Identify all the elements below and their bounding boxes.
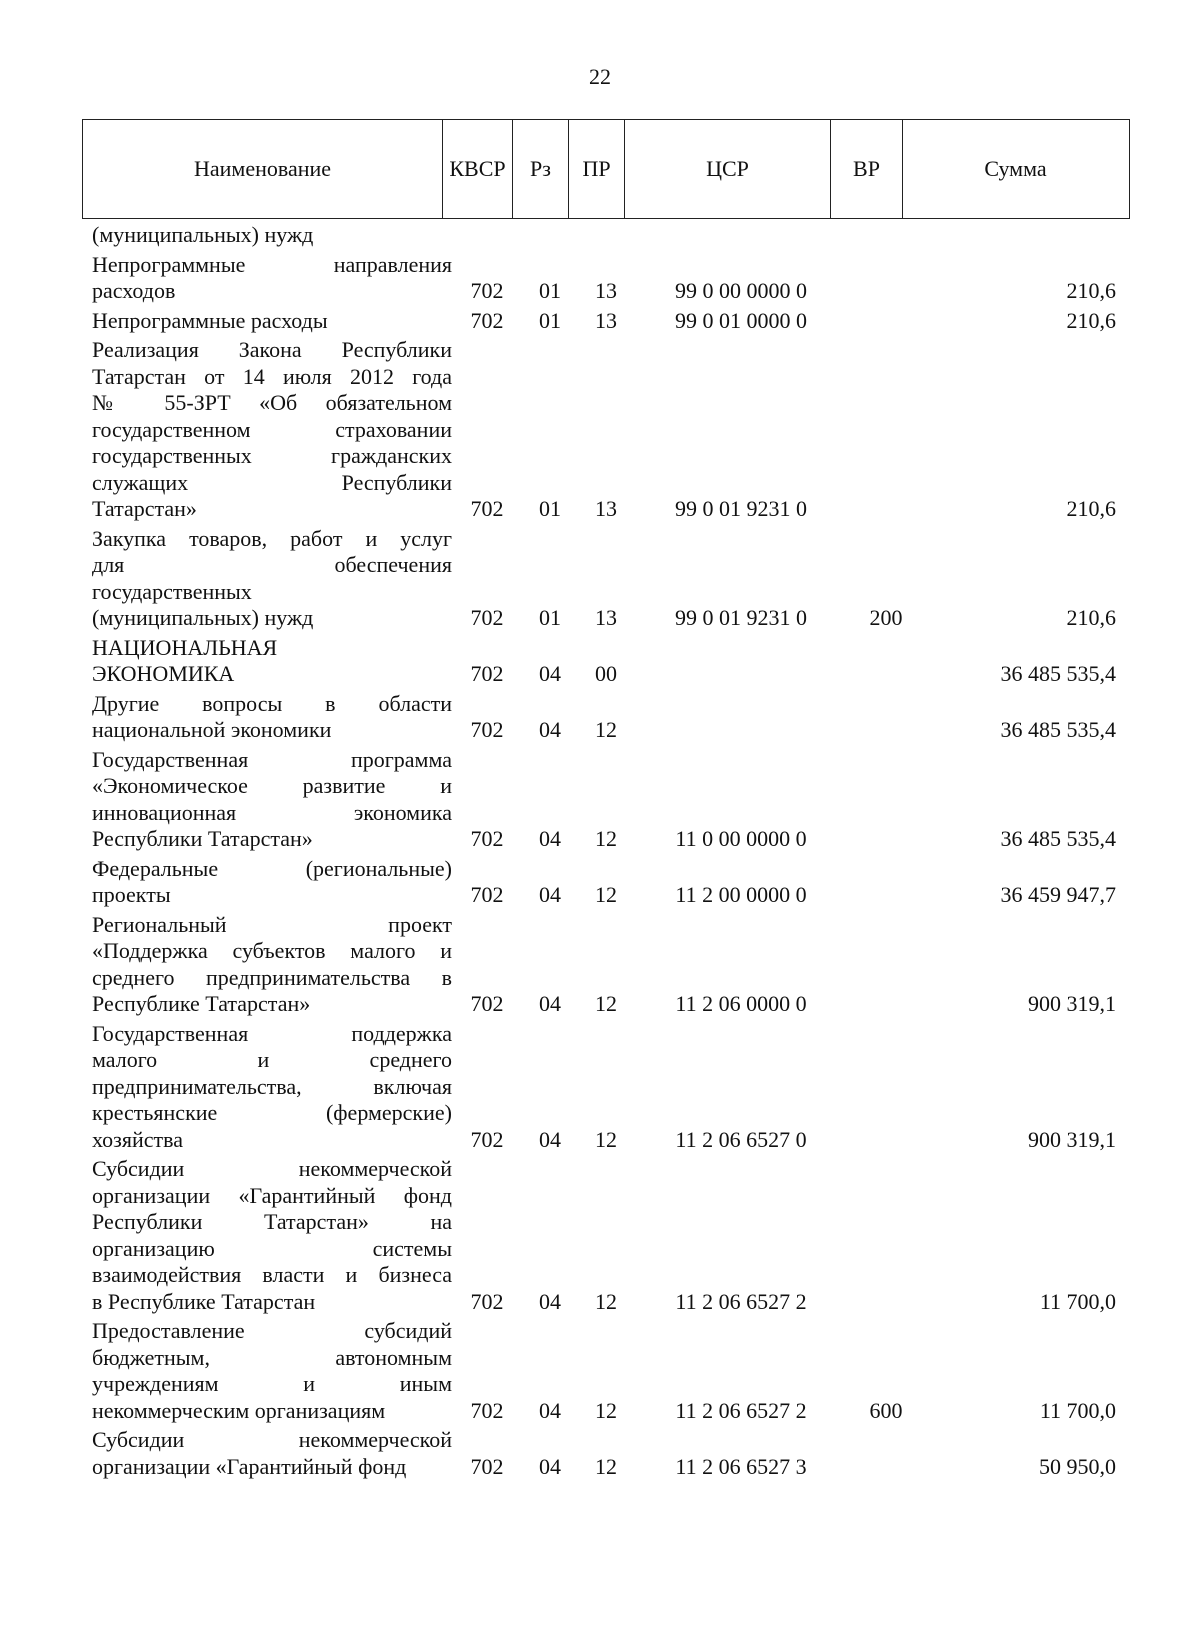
row-name-line: ЭКОНОМИКА <box>92 661 235 686</box>
row-name-line: Республики Татарстан» <box>92 826 313 851</box>
table-row <box>82 1156 1130 1315</box>
row-kvsr: 702 <box>470 991 504 1016</box>
row-pr: 12 <box>595 1126 617 1152</box>
row-kvsr: 702 <box>470 661 504 686</box>
row-pr: 12 <box>595 1288 617 1314</box>
row-name-line: (муниципальных) нужд <box>92 605 314 630</box>
row-name-line: Непрограммные направления <box>92 251 452 277</box>
row-name-line: организацию системы <box>92 1235 452 1261</box>
row-vr: 600 <box>869 1397 903 1423</box>
row-name-line: инновационная экономика <box>92 799 452 825</box>
row-name-line: малого и среднего <box>92 1047 452 1072</box>
row-name-line: среднего предпринимательства в <box>92 964 452 990</box>
row-pr: 13 <box>595 307 617 333</box>
row-pr: 13 <box>595 605 617 630</box>
row-kvsr: 702 <box>470 1126 504 1152</box>
table-row <box>82 337 1130 523</box>
row-name-line: Татарстан от 14 июля 2012 года <box>92 363 452 389</box>
row-name-line: проекты <box>92 882 171 907</box>
table-row <box>82 526 1130 632</box>
row-sum: 11 700,0 <box>1039 1288 1116 1314</box>
row-name-line: Субсидии некоммерческой <box>92 1427 452 1452</box>
row-rz: 04 <box>539 1126 561 1152</box>
row-name <box>82 252 452 305</box>
row-name-line: Закупка товаров, работ и услуг <box>92 525 452 551</box>
row-sum: 11 700,0 <box>1039 1397 1116 1423</box>
row-name-line: государственном страховании <box>92 416 452 442</box>
row-name-line: некоммерческим организациям <box>92 1397 386 1423</box>
row-rz: 01 <box>539 605 561 630</box>
row-rz: 04 <box>539 1453 561 1479</box>
row-name-line: Федеральные (региональные) <box>92 855 452 881</box>
row-rz: 04 <box>539 717 561 742</box>
row-name <box>82 912 452 1018</box>
row-name-line: учреждениям и иным <box>92 1371 452 1396</box>
row-kvsr: 702 <box>470 1288 504 1314</box>
row-sum: 50 950,0 <box>1039 1453 1116 1479</box>
row-rz: 04 <box>539 1288 561 1314</box>
row-kvsr: 702 <box>470 1453 504 1479</box>
column-header-pr: ПР <box>569 120 625 218</box>
column-header-sum: Сумма <box>984 156 1047 181</box>
row-name-line: Другие вопросы в области <box>92 690 452 716</box>
row-name-line: Непрограммные расходы <box>92 307 328 333</box>
row-sum: 36 485 535,4 <box>1000 661 1116 686</box>
row-name <box>82 1318 452 1424</box>
row-csr: 11 2 06 6527 2 <box>675 1288 807 1314</box>
row-name-line: НАЦИОНАЛЬНАЯ <box>92 634 278 660</box>
row-pr: 12 <box>595 1397 617 1423</box>
row-sum: 900 319,1 <box>1028 991 1116 1016</box>
row-name-line: национальной экономики <box>92 717 332 742</box>
row-name-line: Государственная программа <box>92 746 452 772</box>
row-csr: 11 2 06 0000 0 <box>675 991 807 1016</box>
row-name <box>82 635 452 688</box>
row-kvsr: 702 <box>470 307 504 333</box>
row-name-line: Республики Татарстан» на <box>92 1209 452 1234</box>
table-row <box>82 691 1130 744</box>
row-name <box>82 856 452 909</box>
row-csr: 11 2 00 0000 0 <box>675 882 807 907</box>
row-kvsr: 702 <box>470 1397 504 1423</box>
row-name-line: Республике Татарстан» <box>92 991 311 1016</box>
row-kvsr: 702 <box>470 882 504 907</box>
row-name-line: «Поддержка субъектов малого и <box>92 938 452 963</box>
row-name-line: хозяйства <box>92 1126 183 1152</box>
table-row <box>82 635 1130 688</box>
row-name-line: Предоставление субсидий <box>92 1318 452 1343</box>
row-rz: 04 <box>539 991 561 1016</box>
row-name-line: служащих Республики <box>92 469 452 495</box>
row-csr: 99 0 00 0000 0 <box>675 278 807 303</box>
row-pr: 00 <box>595 661 617 686</box>
table-row <box>82 912 1130 1018</box>
row-name-line: № 55-ЗРТ «Об обязательном <box>92 390 452 415</box>
table-row <box>82 222 1130 249</box>
table-row <box>82 1427 1130 1480</box>
row-rz: 01 <box>539 496 561 521</box>
column-header-kvsr: КВСР <box>443 120 513 218</box>
row-sum: 210,6 <box>1066 605 1116 630</box>
row-rz: 04 <box>539 826 561 851</box>
row-name-line: «Экономическое развитие и <box>92 773 452 798</box>
table-header <box>82 119 1130 219</box>
row-csr: 11 0 00 0000 0 <box>675 826 807 851</box>
column-header-vr: ВР <box>831 120 903 218</box>
row-name-line: Государственная поддержка <box>92 1020 452 1046</box>
row-sum: 36 485 535,4 <box>1000 826 1116 851</box>
row-name <box>82 337 452 523</box>
row-csr: 99 0 01 0000 0 <box>675 307 807 333</box>
row-name <box>82 1021 452 1154</box>
row-kvsr: 702 <box>470 278 504 303</box>
column-header-name: Наименование <box>83 120 443 218</box>
row-name-line: (муниципальных) нужд <box>92 222 314 247</box>
column-header-rz: Рз <box>513 120 569 218</box>
row-name-line: расходов <box>92 278 176 303</box>
row-kvsr: 702 <box>470 826 504 851</box>
row-name-line: в Республике Татарстан <box>92 1288 316 1314</box>
row-csr: 99 0 01 9231 0 <box>675 605 807 630</box>
row-pr: 12 <box>595 882 617 907</box>
table-row <box>82 252 1130 305</box>
row-pr: 12 <box>595 717 617 742</box>
table-row <box>82 308 1130 335</box>
row-sum: 900 319,1 <box>1028 1126 1116 1152</box>
row-name <box>82 526 452 632</box>
row-sum: 210,6 <box>1066 278 1116 303</box>
row-pr: 12 <box>595 991 617 1016</box>
row-sum: 210,6 <box>1066 496 1116 521</box>
row-name-line: бюджетным, автономным <box>92 1344 452 1370</box>
table-row <box>82 747 1130 853</box>
row-sum: 36 459 947,7 <box>1000 882 1116 907</box>
row-name <box>82 308 452 335</box>
row-rz: 04 <box>539 661 561 686</box>
row-name-line: Субсидии некоммерческой <box>92 1156 452 1181</box>
table-body <box>82 222 1130 1483</box>
row-name-line: Татарстан» <box>92 496 197 521</box>
table-row <box>82 1021 1130 1154</box>
row-kvsr: 702 <box>470 496 504 521</box>
row-csr: 99 0 01 9231 0 <box>675 496 807 521</box>
row-sum: 36 485 535,4 <box>1000 717 1116 742</box>
row-csr: 11 2 06 6527 3 <box>675 1453 807 1479</box>
table-row <box>82 856 1130 909</box>
row-pr: 12 <box>595 826 617 851</box>
row-name-line: предпринимательства, включая <box>92 1073 452 1099</box>
row-rz: 01 <box>539 307 561 333</box>
row-pr: 12 <box>595 1453 617 1479</box>
row-name-line: крестьянские (фермерские) <box>92 1100 452 1125</box>
table-row <box>82 1318 1130 1424</box>
row-name-line: для обеспечения <box>92 552 452 577</box>
row-name <box>82 691 452 744</box>
row-name <box>82 747 452 853</box>
row-csr: 11 2 06 6527 2 <box>675 1397 807 1423</box>
row-csr: 11 2 06 6527 0 <box>675 1126 807 1152</box>
row-kvsr: 702 <box>470 605 504 630</box>
column-header-csr: ЦСР <box>625 120 831 218</box>
row-sum: 210,6 <box>1066 307 1116 333</box>
row-name-line: взаимодействия власти и бизнеса <box>92 1262 452 1287</box>
page-number: 22 <box>589 64 611 89</box>
row-name-line: государственных гражданских <box>92 443 452 468</box>
row-name-line: Региональный проект <box>92 911 452 937</box>
row-rz: 01 <box>539 278 561 303</box>
row-name-line: организации «Гарантийный фонд <box>92 1453 407 1479</box>
row-name <box>82 1156 452 1315</box>
row-rz: 04 <box>539 1397 561 1423</box>
row-name <box>82 222 452 249</box>
row-name-line: государственных <box>92 578 252 604</box>
row-name <box>82 1427 452 1480</box>
row-pr: 13 <box>595 278 617 303</box>
row-rz: 04 <box>539 882 561 907</box>
row-name-line: Реализация Закона Республики <box>92 337 452 362</box>
row-kvsr: 702 <box>470 717 504 742</box>
row-vr: 200 <box>869 605 903 630</box>
row-name-line: организации «Гарантийный фонд <box>92 1182 452 1208</box>
row-pr: 13 <box>595 496 617 521</box>
